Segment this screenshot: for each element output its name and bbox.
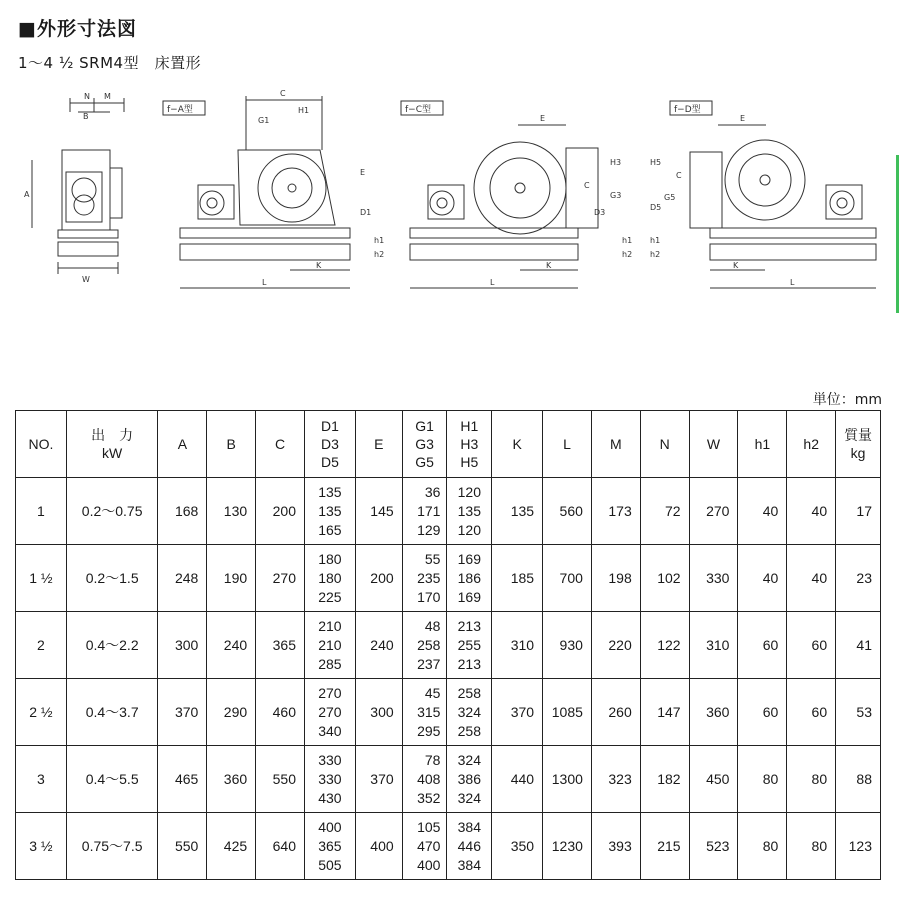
cell-g: 36 171 129 <box>402 478 447 545</box>
col-header-e: E <box>355 411 402 478</box>
cell-a: 465 <box>158 746 207 813</box>
cell-a: 370 <box>158 679 207 746</box>
col-header-w: W <box>689 411 738 478</box>
cell-g: 45 315 295 <box>402 679 447 746</box>
cell-output: 0.4〜2.2 <box>66 612 158 679</box>
cell-c: 460 <box>256 679 305 746</box>
cell-g: 55 235 170 <box>402 545 447 612</box>
fa-dim-h1-lower: h1 <box>374 236 385 245</box>
fc-dim-h1-lower: h1 <box>622 236 633 245</box>
cell-h: 120 135 120 <box>447 478 492 545</box>
fa-type-drawing <box>163 89 384 288</box>
cell-c: 365 <box>256 612 305 679</box>
fd-dim-e: E <box>740 114 746 123</box>
col-header-no: NO. <box>16 411 67 478</box>
col-header-output: 出 力 kW <box>66 411 158 478</box>
fa-dim-h2: h2 <box>374 250 385 259</box>
cell-b: 130 <box>207 478 256 545</box>
fc-dim-k: K <box>546 261 552 270</box>
cell-d: 135 135 165 <box>304 478 355 545</box>
fd-dim-c: C <box>676 171 682 180</box>
dimension-table <box>15 410 881 880</box>
cell-output: 0.75〜7.5 <box>66 813 158 880</box>
fa-dim-h1: H1 <box>298 106 310 115</box>
cell-h1: 80 <box>738 813 787 880</box>
cell-m: 220 <box>591 612 640 679</box>
fa-type-label: f−A型 <box>167 105 193 115</box>
cell-w: 330 <box>689 545 738 612</box>
fc-dim-g3: G3 <box>610 191 622 200</box>
unit-label: 単位：mm <box>812 392 882 408</box>
col-header-c: C <box>256 411 305 478</box>
cell-l: 1085 <box>543 679 592 746</box>
cell-mass: 123 <box>836 813 881 880</box>
cell-m: 173 <box>591 478 640 545</box>
table-row <box>16 478 881 545</box>
cell-h1: 60 <box>738 679 787 746</box>
cell-b: 290 <box>207 679 256 746</box>
cell-c: 640 <box>256 813 305 880</box>
table-header-row <box>16 411 881 478</box>
cell-mass: 88 <box>836 746 881 813</box>
cell-k: 350 <box>492 813 543 880</box>
cell-h: 258 324 258 <box>447 679 492 746</box>
cell-e: 200 <box>355 545 402 612</box>
cell-h1: 40 <box>738 478 787 545</box>
cell-h2: 80 <box>787 746 836 813</box>
cell-l: 1300 <box>543 746 592 813</box>
col-header-mass: 質量 kg <box>836 411 881 478</box>
fc-dim-l: L <box>490 278 495 287</box>
col-header-h1: h1 <box>738 411 787 478</box>
cell-d: 180 180 225 <box>304 545 355 612</box>
cell-h: 384 446 384 <box>447 813 492 880</box>
cell-a: 168 <box>158 478 207 545</box>
cell-no: 1 ½ <box>16 545 67 612</box>
cell-n: 215 <box>640 813 689 880</box>
fd-dim-h5: H5 <box>650 158 662 167</box>
fc-dim-h2: h2 <box>622 250 633 259</box>
cell-h2: 60 <box>787 612 836 679</box>
cell-h: 324 386 324 <box>447 746 492 813</box>
cell-e: 145 <box>355 478 402 545</box>
cell-d: 210 210 285 <box>304 612 355 679</box>
cell-k: 440 <box>492 746 543 813</box>
cell-b: 240 <box>207 612 256 679</box>
cell-b: 360 <box>207 746 256 813</box>
cell-h2: 40 <box>787 478 836 545</box>
fc-dim-e: E <box>540 114 546 123</box>
cell-w: 360 <box>689 679 738 746</box>
cell-a: 248 <box>158 545 207 612</box>
cell-k: 185 <box>492 545 543 612</box>
cell-m: 393 <box>591 813 640 880</box>
cell-l: 930 <box>543 612 592 679</box>
fa-dim-g1: G1 <box>258 116 270 125</box>
cell-k: 135 <box>492 478 543 545</box>
dim-label-w: W <box>82 275 90 284</box>
fd-dim-d5: D5 <box>650 203 662 212</box>
cell-k: 310 <box>492 612 543 679</box>
fd-dim-h2: h2 <box>650 250 661 259</box>
cell-n: 122 <box>640 612 689 679</box>
cell-mass: 41 <box>836 612 881 679</box>
fd-dim-l: L <box>790 278 795 287</box>
cell-mass: 23 <box>836 545 881 612</box>
table-row <box>16 813 881 880</box>
col-header-l: L <box>543 411 592 478</box>
fc-dim-h3: H3 <box>610 158 622 167</box>
cell-g: 48 258 237 <box>402 612 447 679</box>
fc-dim-c: C <box>584 181 590 190</box>
page-subtitle: 1〜4 ½ SRM4型 床置形 <box>18 54 202 72</box>
cell-h1: 80 <box>738 746 787 813</box>
dim-label-m: M <box>104 92 111 101</box>
cell-h1: 60 <box>738 612 787 679</box>
cell-e: 400 <box>355 813 402 880</box>
col-header-d: D1 D3 D5 <box>304 411 355 478</box>
cell-l: 700 <box>543 545 592 612</box>
fd-dim-k: K <box>733 261 739 270</box>
cell-output: 0.2〜0.75 <box>66 478 158 545</box>
cell-h1: 40 <box>738 545 787 612</box>
cell-l: 560 <box>543 478 592 545</box>
cell-b: 190 <box>207 545 256 612</box>
cell-g: 78 408 352 <box>402 746 447 813</box>
dim-label-a: A <box>24 190 30 199</box>
cell-n: 147 <box>640 679 689 746</box>
cell-n: 102 <box>640 545 689 612</box>
cell-n: 182 <box>640 746 689 813</box>
cell-no: 2 ½ <box>16 679 67 746</box>
fd-type-label: f−D型 <box>674 105 701 115</box>
fc-dim-d3: D3 <box>594 208 606 217</box>
cell-c: 270 <box>256 545 305 612</box>
cell-h: 169 186 169 <box>447 545 492 612</box>
table-row <box>16 679 881 746</box>
cell-h2: 40 <box>787 545 836 612</box>
fa-dim-e: E <box>360 168 366 177</box>
cell-mass: 53 <box>836 679 881 746</box>
cell-b: 425 <box>207 813 256 880</box>
cell-m: 260 <box>591 679 640 746</box>
cell-w: 270 <box>689 478 738 545</box>
col-header-m: M <box>591 411 640 478</box>
cell-m: 323 <box>591 746 640 813</box>
cell-h2: 80 <box>787 813 836 880</box>
cell-no: 3 ½ <box>16 813 67 880</box>
fd-type-drawing <box>650 101 876 288</box>
cell-d: 330 330 430 <box>304 746 355 813</box>
cell-no: 3 <box>16 746 67 813</box>
dimension-drawings <box>0 80 900 320</box>
cell-w: 523 <box>689 813 738 880</box>
cell-e: 370 <box>355 746 402 813</box>
cell-no: 1 <box>16 478 67 545</box>
cell-w: 310 <box>689 612 738 679</box>
cell-c: 550 <box>256 746 305 813</box>
col-header-n: N <box>640 411 689 478</box>
table-row <box>16 612 881 679</box>
cell-a: 300 <box>158 612 207 679</box>
cell-k: 370 <box>492 679 543 746</box>
fa-dim-d1: D1 <box>360 208 372 217</box>
col-header-h2: h2 <box>787 411 836 478</box>
cell-e: 300 <box>355 679 402 746</box>
cell-g: 105 470 400 <box>402 813 447 880</box>
dim-label-b: B <box>83 112 89 121</box>
cell-output: 0.4〜5.5 <box>66 746 158 813</box>
col-header-a: A <box>158 411 207 478</box>
cell-h2: 60 <box>787 679 836 746</box>
fc-type-label: f−C型 <box>405 105 431 115</box>
fa-dim-l: L <box>262 278 267 287</box>
table-row <box>16 545 881 612</box>
fc-type-drawing <box>401 101 632 288</box>
table-row <box>16 746 881 813</box>
fd-dim-g5: G5 <box>664 193 676 202</box>
cell-h: 213 255 213 <box>447 612 492 679</box>
cell-e: 240 <box>355 612 402 679</box>
fa-dim-k: K <box>316 261 322 270</box>
col-header-h: H1 H3 H5 <box>447 411 492 478</box>
cell-n: 72 <box>640 478 689 545</box>
cell-no: 2 <box>16 612 67 679</box>
col-header-k: K <box>492 411 543 478</box>
cell-output: 0.4〜3.7 <box>66 679 158 746</box>
cell-d: 400 365 505 <box>304 813 355 880</box>
page-title: ■外形寸法図 <box>18 18 137 40</box>
cell-mass: 17 <box>836 478 881 545</box>
cell-w: 450 <box>689 746 738 813</box>
cell-a: 550 <box>158 813 207 880</box>
cell-output: 0.2〜1.5 <box>66 545 158 612</box>
col-header-g: G1 G3 G5 <box>402 411 447 478</box>
edge-accent-bar <box>896 155 899 313</box>
side-view-drawing <box>24 92 124 284</box>
cell-l: 1230 <box>543 813 592 880</box>
cell-m: 198 <box>591 545 640 612</box>
cell-d: 270 270 340 <box>304 679 355 746</box>
cell-c: 200 <box>256 478 305 545</box>
fd-dim-h1-lower: h1 <box>650 236 661 245</box>
dim-label-n: N <box>84 92 90 101</box>
fa-dim-c: C <box>280 89 286 98</box>
col-header-b: B <box>207 411 256 478</box>
